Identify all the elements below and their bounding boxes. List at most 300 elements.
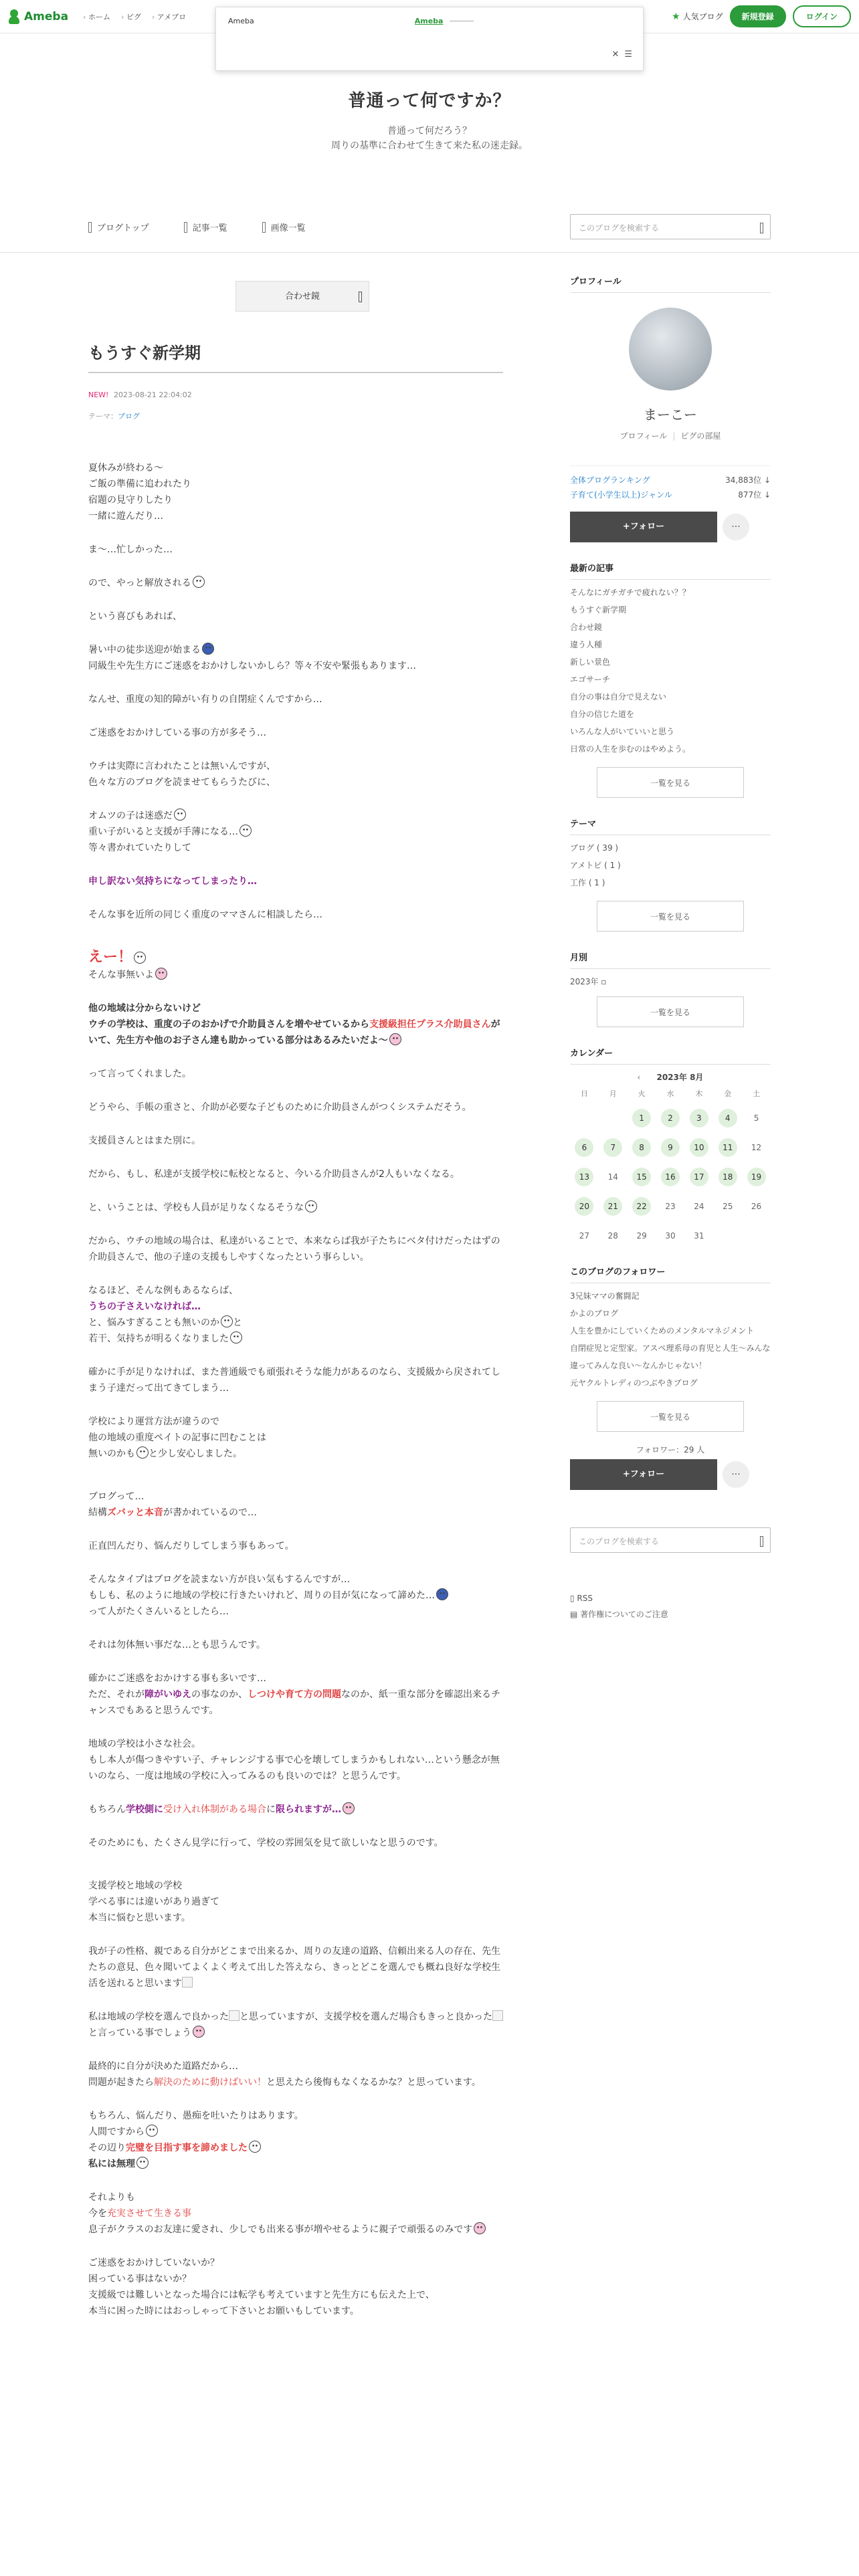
entry-theme bbox=[88, 411, 140, 421]
rss-link[interactable] bbox=[570, 1590, 771, 1606]
calendar-day[interactable] bbox=[628, 1167, 656, 1187]
laugh-emoji-icon bbox=[249, 2141, 261, 2153]
follower-link[interactable]: かよのブログ bbox=[570, 1309, 619, 1318]
calendar-day-label: 18 bbox=[719, 1168, 737, 1186]
line: それよりも bbox=[88, 2192, 135, 2203]
line: 正直凹んだり、悩んだりしてしまう事もあって。 bbox=[88, 1541, 294, 1551]
line: 確かに手が足りなければ、また普通級でも頑張れそうな能力があるのなら、支援級から戻されてしまう子達だって出てきてしまう… bbox=[88, 1367, 500, 1394]
calendar-grid bbox=[570, 1088, 771, 1246]
nav-ameblo[interactable]: › アメブロ bbox=[152, 11, 186, 22]
recent-heading: 最新の記事 bbox=[570, 561, 771, 580]
entry-meta bbox=[88, 391, 192, 399]
entry-title[interactable]: もうすぐ新学期 bbox=[88, 344, 201, 362]
calendar-day-label: 13 bbox=[575, 1168, 593, 1186]
line: と思えたら後悔もなくなるかな？と思っています。 bbox=[266, 2077, 481, 2088]
follow-row-2 bbox=[570, 1459, 771, 1490]
paragraph bbox=[88, 542, 503, 558]
smile-emoji-icon bbox=[230, 1331, 242, 1344]
line: 人間ですから bbox=[88, 2127, 145, 2137]
followers-list bbox=[570, 1287, 771, 1392]
paragraph bbox=[88, 1736, 503, 1784]
paragraph bbox=[88, 1000, 503, 1049]
theme-link[interactable]: アメトピ ( 1 ) bbox=[570, 861, 621, 870]
blognav-entries-label: 記事一覧 bbox=[192, 223, 227, 233]
prev-entry-button[interactable] bbox=[235, 281, 369, 312]
calendar-day-label: 5 bbox=[753, 1113, 759, 1123]
line: 本当に困った時にはおっしゃって下さいとお願いもしています。 bbox=[88, 2306, 359, 2317]
calendar-day bbox=[599, 1167, 628, 1187]
line: えー！ bbox=[88, 949, 133, 966]
header-actions bbox=[672, 5, 851, 27]
nav-pigg[interactable]: › ピグ bbox=[121, 11, 141, 22]
calendar-heading: カレンダー bbox=[570, 1046, 771, 1065]
broken-image-icon bbox=[229, 2010, 240, 2021]
ad-menu-icon[interactable]: ☰ bbox=[624, 49, 632, 60]
worried-emoji-icon bbox=[202, 643, 214, 655]
line: なのか、紙一重な部分を確認出来るチャンスでもあると思うんです。 bbox=[88, 1689, 500, 1716]
line: がいて、先生方や他のお子さん達も助かっている部分はあるみたいだよ〜 bbox=[88, 1019, 500, 1046]
ameba-logo-icon bbox=[8, 9, 20, 24]
line: もちろん、悩んだり、愚痴を吐いたりはあります。 bbox=[88, 2111, 304, 2121]
line: 受け入れ体制がある場合 bbox=[163, 1804, 266, 1815]
calendar-day-label: 1 bbox=[632, 1109, 651, 1128]
blognav-images[interactable] bbox=[262, 221, 306, 233]
calendar-day-label: 25 bbox=[723, 1202, 733, 1211]
line: という喜びもあれば、 bbox=[88, 611, 182, 622]
line: だから、ウチの地域の場合は、私達がいることで、本来ならば我が子たちにベタ付けだったはずの介助員さんで、他の子達の支援もしやすくなったという事らしい。 bbox=[88, 1236, 500, 1263]
line: と bbox=[233, 1317, 242, 1328]
line: なんせ、重度の知的障がい有りの自閉症くんですから… bbox=[88, 694, 322, 705]
calendar-day[interactable] bbox=[713, 1138, 742, 1158]
follower-link[interactable]: 3兄妹ママの奮闘記 bbox=[570, 1291, 640, 1301]
recent-entry-link[interactable]: もうすぐ新学期 bbox=[570, 605, 627, 615]
blognav-entries[interactable] bbox=[184, 221, 227, 233]
line: 一緒に遊んだり… bbox=[88, 511, 163, 522]
pig-room-link[interactable]: ピグの部屋 bbox=[680, 431, 721, 441]
paragraph bbox=[88, 758, 503, 790]
calendar-day bbox=[656, 1196, 685, 1216]
avatar[interactable] bbox=[629, 308, 712, 391]
paragraph bbox=[88, 1099, 503, 1115]
recent-list bbox=[570, 584, 771, 758]
recent-entry-link[interactable]: 日常の人生を歩むのはやめよう。 bbox=[570, 744, 691, 754]
calendar-day[interactable] bbox=[570, 1167, 599, 1187]
calendar-day[interactable] bbox=[713, 1167, 742, 1187]
search-placeholder: このブログを検索する bbox=[579, 223, 660, 233]
calendar-day bbox=[742, 1196, 771, 1216]
line: 我が子の性格、親である自分がどこまで出来るか、周りの友達の道路、信頼出来る人の存在、先生たちの意見、色々聞いてよくよく考えて出した答えなら、きっとどこを選んでも概ね良好な学校生活を送れると思います bbox=[88, 1946, 500, 1989]
month-section bbox=[570, 950, 771, 1027]
paragraph bbox=[88, 1878, 503, 1926]
paragraph bbox=[88, 1802, 503, 1818]
line: 学校側に bbox=[126, 1804, 163, 1815]
sidebar-search-input[interactable] bbox=[570, 1527, 771, 1553]
expand-icon: ▫ bbox=[598, 977, 607, 986]
paragraph bbox=[88, 1538, 503, 1554]
followers-section bbox=[570, 1265, 771, 1490]
line: が書かれているので… bbox=[163, 1507, 257, 1518]
surprised-emoji-icon bbox=[134, 952, 146, 964]
calendar-day-label: 27 bbox=[579, 1231, 590, 1241]
line: と、いうことは、学校も人員が足りなくなるそうな bbox=[88, 1202, 304, 1213]
ranking bbox=[570, 465, 771, 502]
theme-link[interactable]: ブログ ( 39 ) bbox=[570, 843, 619, 853]
line: 障がいゆえ bbox=[145, 1689, 191, 1700]
line: 結構 bbox=[88, 1507, 107, 1518]
ranking-label: 子育て(小学生以上)ジャンル bbox=[570, 490, 672, 500]
see-all-months-button[interactable]: 一覧を見る bbox=[597, 996, 744, 1027]
ad-link[interactable]: Ameba bbox=[414, 17, 444, 25]
calendar-day-label: 31 bbox=[694, 1231, 704, 1241]
line: だから、もし、私達が支援学校に転校となると、今いる介助員さんが2人もいなくなる。 bbox=[88, 1169, 460, 1180]
calendar-day[interactable] bbox=[713, 1108, 742, 1128]
paragraph bbox=[88, 1364, 503, 1396]
month-label: 2023年 bbox=[570, 977, 599, 986]
more-options-button[interactable]: ··· bbox=[723, 1461, 749, 1488]
line: の事なのか、 bbox=[191, 1689, 248, 1700]
line: オムツの子は迷惑だ bbox=[88, 811, 173, 821]
line: と言っている事でしょう bbox=[88, 2028, 191, 2038]
calendar-day[interactable] bbox=[656, 1108, 685, 1128]
profile-name[interactable]: まーこー bbox=[644, 407, 697, 423]
line: って人がたくさんいるとしたら… bbox=[88, 1606, 229, 1617]
calendar-day bbox=[656, 1226, 685, 1246]
paragraph bbox=[88, 2189, 503, 2238]
profile-links bbox=[570, 430, 771, 441]
follow-row bbox=[570, 512, 771, 542]
sweat-emoji-icon bbox=[305, 1200, 317, 1212]
calendar-day[interactable] bbox=[656, 1138, 685, 1158]
calendar-day-label: 29 bbox=[636, 1231, 647, 1241]
calendar-day-label: 12 bbox=[751, 1143, 762, 1152]
line: ただ、それが bbox=[88, 1689, 145, 1700]
cheek-emoji-icon bbox=[155, 968, 167, 980]
line: と少し安心しました。 bbox=[149, 1448, 242, 1459]
calendar-day-label: 19 bbox=[747, 1168, 766, 1186]
ad-controls bbox=[611, 49, 632, 60]
paragraph bbox=[88, 1414, 503, 1462]
line: 確かにご迷惑をおかけする事も多いです… bbox=[88, 1673, 266, 1684]
recent-entry-link[interactable]: 新しい景色 bbox=[570, 657, 611, 667]
paragraph bbox=[88, 873, 503, 889]
blog-subtitle-2: 周りの基準に合わせて生きて来た私の迷走録。 bbox=[331, 140, 528, 152]
tired-emoji-icon bbox=[240, 825, 252, 837]
recent-section bbox=[570, 561, 771, 798]
paragraph bbox=[88, 907, 503, 923]
calendar-weekday: 日 bbox=[580, 1089, 588, 1098]
line: もしも、私のように地域の学校に行きたいけれど、周りの目が気になって諦めた… bbox=[88, 1590, 435, 1601]
ameba-logo[interactable] bbox=[8, 9, 68, 24]
bracket-icon bbox=[88, 222, 92, 233]
profile-link[interactable]: プロフィール bbox=[619, 431, 668, 441]
paragraph bbox=[88, 2009, 503, 2041]
see-all-recent-button[interactable]: 一覧を見る bbox=[597, 767, 744, 798]
ad-banner[interactable] bbox=[215, 7, 644, 71]
ranking-label: 全体ブログランキング bbox=[570, 475, 650, 485]
line: って言ってくれました。 bbox=[88, 1069, 191, 1079]
theme-heading: テーマ bbox=[570, 817, 771, 835]
line: ご迷惑をおかけしていないか？ bbox=[88, 2258, 219, 2268]
recent-entry-link[interactable]: 合わせ鏡 bbox=[570, 623, 603, 632]
line: 支援級担任プラス介助員さん bbox=[369, 1019, 491, 1030]
entry-date: 2023-08-21 22:04:02 bbox=[113, 391, 192, 399]
recent-entry-link[interactable]: 違う人種 bbox=[570, 640, 603, 649]
line: 他の地域は分からないけど bbox=[88, 1003, 201, 1014]
line: 他の地域の重度ペイトの記事に凹むことは bbox=[88, 1432, 266, 1443]
line: 支援級では難しいとなった場合には転学も考えていますと先生方にも伝えた上で、 bbox=[88, 2290, 435, 2300]
blog-search-input[interactable] bbox=[570, 214, 771, 239]
line: 学校により運営方法が違うので bbox=[88, 1416, 219, 1427]
blog-title[interactable]: 普通って何ですか？ bbox=[348, 91, 511, 111]
recent-entry-link[interactable]: 自分の事は自分で見えない bbox=[570, 692, 667, 702]
calendar-day[interactable] bbox=[656, 1167, 685, 1187]
line: 重い子がいると支援が手薄になる… bbox=[88, 827, 238, 837]
line: ご迷惑をおかけしている事の方が多そう… bbox=[88, 728, 266, 738]
title-divider bbox=[88, 372, 503, 373]
line: どうやら、手帳の重さと、介助が必要な子どものために介助員さんがつくシステムだそう。 bbox=[88, 1102, 472, 1113]
line: に bbox=[266, 1804, 276, 1815]
line: 困っている事はないか？ bbox=[88, 2274, 191, 2284]
copyright-link[interactable] bbox=[570, 1606, 771, 1622]
line: もし本人が傷つきやすい子、チャレンジする事で心を壊してしまうかもしれない…という懸念が無いのなら、一度は地域の学校に入ってみるのも良いのでは？と思うんです。 bbox=[88, 1755, 500, 1782]
ad-close-icon[interactable]: ✕ bbox=[611, 49, 619, 60]
ad-label: Ameba bbox=[228, 17, 254, 25]
blog-subtitle-1: 普通って何だろう？ bbox=[387, 126, 472, 136]
line: 色々な方のブログを読ませてもらうたびに、 bbox=[88, 777, 276, 788]
entry-theme-label: テーマ： bbox=[88, 412, 118, 421]
calendar-day-label: 20 bbox=[575, 1197, 593, 1216]
calendar-weekday: 土 bbox=[753, 1089, 761, 1098]
calendar-day bbox=[684, 1196, 713, 1216]
line: 完璧を目指す事を諦めました bbox=[126, 2143, 248, 2153]
paragraph bbox=[88, 1233, 503, 1265]
calendar-day-label: 3 bbox=[690, 1109, 708, 1128]
profile-heading: プロフィール bbox=[570, 274, 771, 293]
document-icon: ▤ bbox=[570, 1610, 581, 1619]
line: 同級生や先生方にご迷惑をおかけしないかしら？等々不安や緊張もあります… bbox=[88, 661, 416, 671]
line: ウチは実際に言われたことは無いんですが、 bbox=[88, 761, 276, 772]
entry-theme-link[interactable]: ブログ bbox=[118, 412, 140, 421]
theme-link[interactable]: 工作 ( 1 ) bbox=[570, 878, 605, 887]
line: 解決のために動けばいい！ bbox=[154, 2077, 266, 2088]
paragraph bbox=[88, 2108, 503, 2172]
calendar-day-label: 17 bbox=[690, 1168, 708, 1186]
month-heading: 月別 bbox=[570, 950, 771, 969]
line: そんな事無いよ bbox=[88, 970, 154, 980]
think-emoji-icon bbox=[221, 1315, 233, 1327]
calendar-day bbox=[599, 1226, 628, 1246]
blog-navbar bbox=[0, 201, 859, 253]
line: うちの子さえいなければ… bbox=[88, 1301, 201, 1312]
recent-entry-link[interactable]: いろんな人がいていいと思う bbox=[570, 727, 675, 736]
followers-heading: このブログのフォロワー bbox=[570, 1265, 771, 1283]
follow-button[interactable]: +フォロー bbox=[570, 1459, 717, 1490]
paragraph bbox=[88, 1671, 503, 1719]
recent-entry-link[interactable]: 自分の信じた道を bbox=[570, 710, 635, 719]
calendar-day[interactable] bbox=[570, 1196, 599, 1216]
calendar-day[interactable] bbox=[628, 1108, 656, 1128]
calendar-day bbox=[742, 1226, 771, 1246]
paragraph bbox=[88, 808, 503, 856]
ranking-value: 34,883位 ↓ bbox=[725, 475, 771, 485]
blog-description bbox=[0, 124, 859, 154]
chevron-icon bbox=[359, 292, 362, 302]
smile-emoji-icon bbox=[193, 576, 205, 588]
sweat-emoji-icon bbox=[136, 2157, 149, 2169]
broken-image-icon bbox=[492, 2010, 503, 2021]
paragraph bbox=[88, 1166, 503, 1182]
calendar-weekday: 火 bbox=[638, 1089, 646, 1098]
calendar-day-label: 10 bbox=[690, 1138, 708, 1157]
calendar-day[interactable] bbox=[742, 1167, 771, 1187]
calendar-day-label: 28 bbox=[607, 1231, 618, 1241]
calendar-day-label: 8 bbox=[632, 1138, 651, 1157]
calendar-day bbox=[570, 1226, 599, 1246]
see-all-themes-button[interactable]: 一覧を見る bbox=[597, 901, 744, 932]
fight-emoji-icon bbox=[474, 2222, 486, 2234]
paragraph bbox=[88, 575, 503, 591]
popular-blog-link[interactable] bbox=[672, 11, 723, 22]
sweat-emoji-icon bbox=[343, 1802, 355, 1814]
calendar-day-label: 24 bbox=[694, 1202, 704, 1211]
calendar-day bbox=[599, 1108, 628, 1128]
calendar-day[interactable] bbox=[628, 1138, 656, 1158]
paragraph bbox=[88, 1637, 503, 1653]
calendar-day[interactable] bbox=[684, 1108, 713, 1128]
blognav-top[interactable] bbox=[88, 221, 149, 233]
line: 若干、気持ちが明るくなりました bbox=[88, 1333, 229, 1344]
calendar-day-label: 22 bbox=[632, 1197, 651, 1216]
line: 宿題の見守りしたり bbox=[88, 495, 173, 506]
search-icon[interactable] bbox=[760, 223, 763, 233]
broken-image-icon bbox=[182, 1977, 193, 1988]
line: 最終的に自分が決めた道路だから… bbox=[88, 2061, 238, 2072]
rss-icon: ▯ bbox=[570, 1594, 577, 1603]
more-options-button[interactable]: ··· bbox=[723, 514, 749, 540]
calendar-day-label: 15 bbox=[632, 1168, 651, 1186]
entry-body bbox=[88, 460, 503, 2337]
calendar-day-label: 2 bbox=[661, 1109, 680, 1128]
paragraph bbox=[88, 1943, 503, 1992]
calendar-day-label: 11 bbox=[719, 1138, 737, 1157]
ranking-value: 877位 ↓ bbox=[738, 490, 771, 500]
signup-button[interactable]: 新規登録 bbox=[730, 5, 786, 27]
line: 申し訳ない気持ちになってしまったり… bbox=[88, 876, 257, 887]
sidebar-footer bbox=[570, 1590, 771, 1622]
line: 息子がクラスのお友達に愛され、少しでも出来る事が増やせるように親子で頑張るのみです bbox=[88, 2224, 473, 2235]
line: 支援員さんとはまた別に。 bbox=[88, 1136, 201, 1146]
blognav-images-label: 画像一覧 bbox=[270, 223, 306, 233]
paragraph bbox=[88, 1066, 503, 1082]
line: そんな事を近所の同じく重度のママさんに相談したら… bbox=[88, 909, 322, 920]
line: もちろん bbox=[88, 1804, 126, 1815]
follower-link[interactable]: 人生を豊かにしていくためのメンタルマネジメント bbox=[570, 1326, 755, 1335]
follower-link[interactable]: 自閉症児と定型家。アスペ理系母の育児と人生〜みんな違ってみんな良い〜なんかじゃない！ bbox=[570, 1344, 771, 1370]
blog-header bbox=[0, 87, 859, 154]
sad-emoji-icon bbox=[174, 809, 186, 821]
recent-entry-link[interactable]: そんなにガチガチで疲れない？？ bbox=[570, 588, 690, 597]
paragraph bbox=[88, 1200, 503, 1216]
calendar-day[interactable] bbox=[599, 1196, 628, 1216]
calendar-day bbox=[684, 1226, 713, 1246]
paragraph bbox=[88, 725, 503, 741]
line: 暑い中の徒歩送迎が始まる bbox=[88, 645, 201, 655]
calendar-day[interactable] bbox=[684, 1138, 713, 1158]
paragraph bbox=[88, 642, 503, 674]
copyright-label: 著作権についてのご注意 bbox=[580, 1610, 668, 1619]
line: そのためにも、たくさん見学に行って、学校の雰囲気を見て欲しいなと思うのです。 bbox=[88, 1838, 444, 1848]
line: ブログって… bbox=[88, 1491, 145, 1502]
bracket-icon bbox=[184, 222, 187, 233]
prev-month-icon[interactable]: ‹ bbox=[637, 1073, 641, 1082]
paragraph bbox=[88, 609, 503, 625]
calendar-weekday: 木 bbox=[695, 1089, 703, 1098]
calendar-day-label: 23 bbox=[665, 1202, 676, 1211]
line: その辺り bbox=[88, 2143, 126, 2153]
calendar-day bbox=[570, 1108, 599, 1128]
calendar-day[interactable] bbox=[684, 1167, 713, 1187]
line: しつけや育て方の問題 bbox=[248, 1689, 341, 1700]
logo-text: Ameba bbox=[24, 9, 69, 23]
prev-entry-label: 合わせ鏡 bbox=[284, 292, 320, 302]
paragraph bbox=[88, 950, 503, 983]
month-item[interactable] bbox=[570, 976, 771, 987]
calendar-day[interactable] bbox=[570, 1138, 599, 1158]
calendar-day-label: 7 bbox=[603, 1138, 622, 1157]
smile-emoji-icon bbox=[146, 2125, 158, 2137]
line: 今を bbox=[88, 2208, 107, 2219]
line: 無いのかも bbox=[88, 1448, 135, 1459]
line: ご飯の準備に追われたり bbox=[88, 479, 191, 490]
line: 支援学校と地域の学校 bbox=[88, 1881, 182, 1891]
line: それは勿体無い事だな…とも思うんです。 bbox=[88, 1640, 266, 1650]
followers-count: フォロワー：29 人 bbox=[636, 1445, 705, 1455]
search-icon[interactable] bbox=[760, 1536, 763, 1547]
ranking-row[interactable] bbox=[570, 473, 771, 488]
calendar-day-label: 21 bbox=[603, 1197, 622, 1216]
paragraph bbox=[88, 1133, 503, 1149]
calendar-day-label: 6 bbox=[575, 1138, 593, 1157]
calendar-day-label: 14 bbox=[607, 1172, 618, 1182]
calendar-day bbox=[713, 1196, 742, 1216]
login-button[interactable]: ログイン bbox=[793, 5, 851, 27]
top-nav bbox=[83, 11, 186, 22]
line: 限られますが… bbox=[276, 1804, 341, 1815]
rss-label: RSS bbox=[577, 1594, 593, 1603]
ranking-row[interactable] bbox=[570, 488, 771, 502]
nav-home[interactable]: › ホーム bbox=[83, 11, 110, 22]
line: ま〜…忙しかった… bbox=[88, 544, 173, 555]
separator: | bbox=[672, 431, 676, 441]
laugh-emoji-icon bbox=[389, 1033, 401, 1045]
popular-label: 人気ブログ bbox=[682, 12, 723, 21]
calendar-day[interactable] bbox=[628, 1196, 656, 1216]
calendar-day bbox=[628, 1226, 656, 1246]
laugh-emoji-icon bbox=[193, 2026, 205, 2038]
paragraph bbox=[88, 2058, 503, 2090]
see-all-followers-button[interactable]: 一覧を見る bbox=[597, 1401, 744, 1432]
calendar-day-label: 16 bbox=[661, 1168, 680, 1186]
follower-link[interactable]: 元ヤクルトレディのつぶやきブログ bbox=[570, 1378, 698, 1388]
calendar-weekday: 月 bbox=[609, 1089, 617, 1098]
calendar-day[interactable] bbox=[599, 1138, 628, 1158]
line: なるほど、そんな例もあるならば、 bbox=[88, 1285, 238, 1296]
line: ので、やっと解放される bbox=[88, 578, 191, 588]
recent-entry-link[interactable]: エゴサーチ bbox=[570, 675, 611, 684]
line: そんなタイプはブログを読まない方が良い気もするんですが… bbox=[88, 1574, 351, 1585]
follow-button[interactable]: +フォロー bbox=[570, 512, 717, 542]
calendar-day bbox=[742, 1138, 771, 1158]
